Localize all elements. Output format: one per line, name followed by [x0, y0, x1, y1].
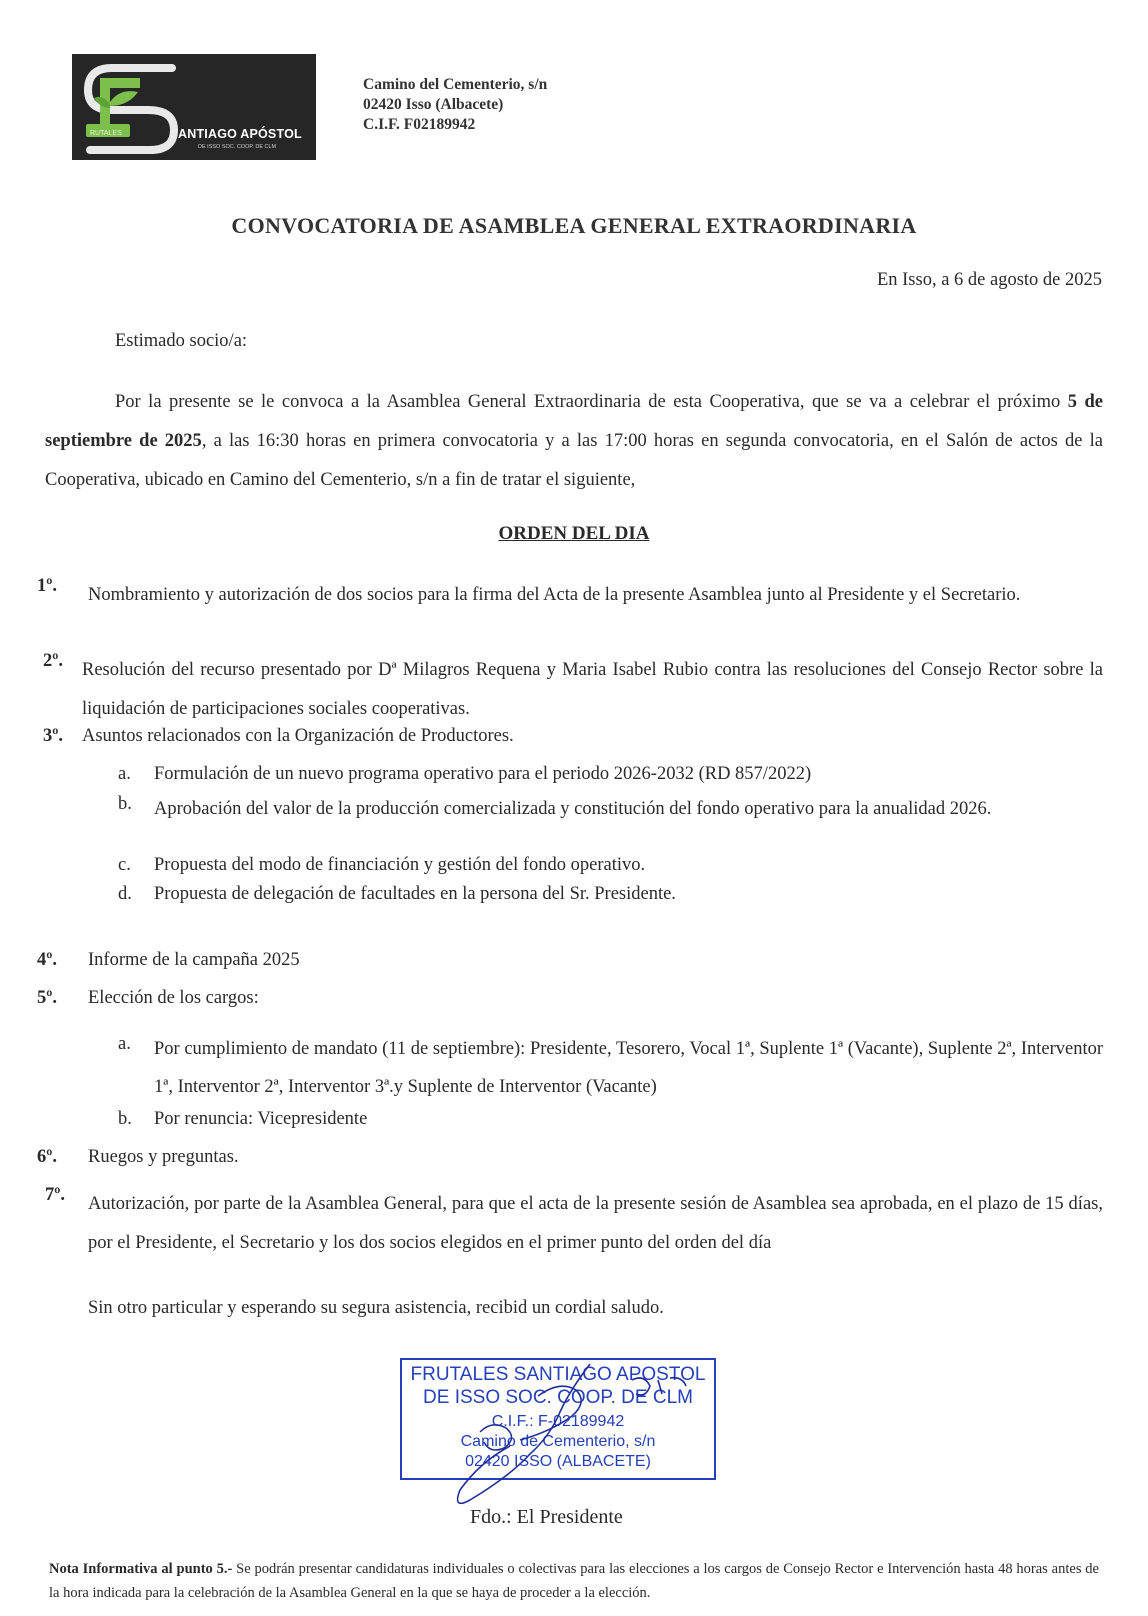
logo-mark-icon — [72, 54, 316, 160]
agenda-subitem-letter: b. — [118, 1109, 132, 1129]
intro-paragraph — [45, 383, 1103, 500]
agenda-subitem-text: Formulación de un nuevo programa operativo para el periodo 2026-2032 (RD 857/2022) — [154, 764, 812, 784]
agenda-item-text: Elección de los cargos: — [88, 988, 259, 1008]
note-label: Nota Informativa al punto 5.- — [49, 1561, 233, 1577]
agenda-subitem-letter: a. — [118, 1034, 131, 1054]
agenda-subitem-letter: d. — [118, 884, 132, 904]
agenda-title: ORDEN DEL DIA — [498, 523, 650, 544]
note-text: Se podrán presentar candidaturas individuales o colectivas para las elecciones a los cargos de Consejo Rector e Intervención hasta 48 horas antes de la hora indicada para la celebración de la Asamblea General en la que se haya de proceder a la elección. — [49, 1561, 1099, 1601]
agenda-item-number: 3º. — [43, 726, 63, 746]
agenda-item-text: Resolución del recurso presentado por Dª Milagros Requena y Maria Isabel Rubio contra las resoluciones del Consejo Rector sobre la liquidación de participaciones sociales cooperativas. — [82, 660, 1103, 719]
address-line: C.I.F. F02189942 — [363, 116, 476, 133]
agenda-item-number: 1º. — [37, 576, 57, 596]
company-logo — [72, 54, 316, 160]
agenda-item-text: Informe de la campaña 2025 — [88, 950, 300, 970]
agenda-item-number: 4º. — [37, 950, 57, 970]
stamp-line: FRUTALES SANTIAGO APOSTOL — [410, 1364, 706, 1385]
company-address — [363, 75, 547, 135]
logo-sub-text: DE ISSO SOC. COOP. DE CLM — [198, 144, 277, 150]
agenda-item-text: Asuntos relacionados con la Organización de Productores. — [82, 726, 514, 746]
intro-date: 5 de septiembre de 2025 — [45, 392, 1103, 451]
place-date: En Isso, a 6 de agosto de 2025 — [876, 270, 1102, 290]
stamp-line: C.I.F.: F-02189942 — [491, 1413, 625, 1430]
logo-brand-text: ANTIAGO APÓSTOL — [178, 127, 302, 141]
agenda-item-number: 5º. — [37, 988, 57, 1008]
agenda-subitem-text: Por cumplimiento de mandato (11 de septiembre): Presidente, Tesorero, Vocal 1ª, Suplente 1ª (Vacante), Suplente 2ª, Interventor 1ª, Interventor 2ª, Interventor 3ª.y Suplente de Interventor (Vacante) — [154, 1039, 1103, 1097]
logo-small-text: RUTALES — [90, 130, 122, 137]
stamp-line: Camino de Cementerio, s/n — [460, 1433, 656, 1450]
agenda-subitem-text: Propuesta del modo de financiación y gestión del fondo operativo. — [154, 855, 646, 875]
signature-label: Fdo.: El Presidente — [470, 1506, 623, 1528]
agenda-subitem-letter: c. — [118, 855, 131, 875]
handwritten-signature-icon — [400, 1350, 740, 1510]
stamp-line: 02420 ISSO (ALBACETE) — [465, 1453, 651, 1470]
document-title: CONVOCATORIA DE ASAMBLEA GENERAL EXTRAORDINARIA — [231, 213, 917, 238]
agenda-item-number: 6º. — [37, 1147, 57, 1167]
agenda-item-text: Nombramiento y autorización de dos socios para la firma del Acta de la presente Asamblea junto al Presidente y el Secretario. — [88, 585, 1021, 605]
agenda-subitem-text: Aprobación del valor de la producción comercializada y constitución del fondo operativo para la anualidad 2026. — [154, 799, 992, 819]
closing-text: Sin otro particular y esperando su segura asistencia, recibid un cordial saludo. — [88, 1298, 664, 1318]
address-line: 02420 Isso (Albacete) — [363, 96, 504, 113]
agenda-subitem-letter: b. — [118, 794, 132, 814]
agenda-subitem-letter: a. — [118, 764, 131, 784]
address-line: Camino del Cementerio, s/n — [363, 76, 548, 93]
stamp-line: DE ISSO SOC. COOP. DE CLM — [423, 1387, 693, 1408]
intro-text: Por la presente se le convoca a la Asamblea General Extraordinaria de esta Cooperativa, que se va a celebrar el próximo — [115, 392, 1068, 412]
agenda-subitem-text: Por renuncia: Vicepresidente — [154, 1109, 368, 1129]
agenda-subitem-text: Propuesta de delegación de facultades en la persona del Sr. Presidente. — [154, 884, 676, 904]
agenda-item-text: Ruegos y preguntas. — [88, 1147, 239, 1167]
intro-text: , a las 16:30 horas en primera convocatoria y a las 17:00 horas en segunda convocatoria, en el Salón de actos de la Cooperativa, ubicado en Camino del Cementerio, s/n a fin de tratar el siguiente, — [45, 431, 1103, 490]
agenda-item-text: Autorización, por parte de la Asamblea General, para que el acta de la presente sesión de Asamblea sea aprobada, en el plazo de 15 días, por el Presidente, el Secretario y los dos socios elegidos en el primer punto del orden del día — [88, 1194, 1103, 1253]
agenda-item-number: 2º. — [43, 651, 63, 671]
greeting: Estimado socio/a: — [115, 331, 248, 351]
informative-note — [49, 1557, 1099, 1605]
agenda-item-number: 7º. — [45, 1185, 65, 1205]
